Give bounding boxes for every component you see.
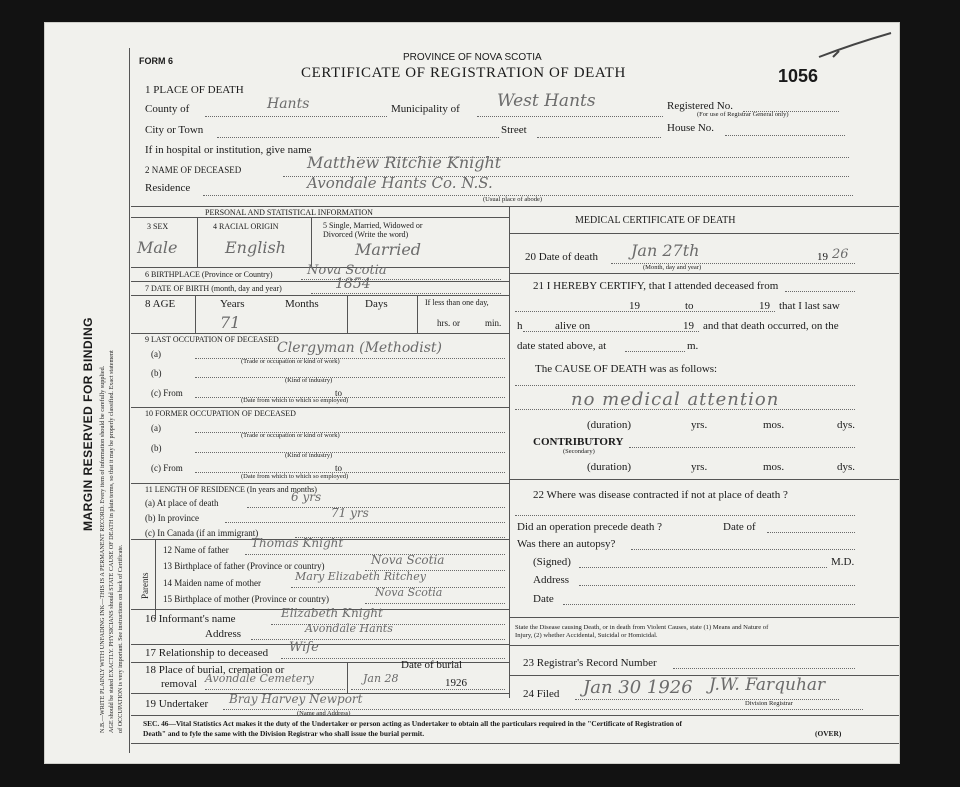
relationship-label: 17 Relationship to deceased: [145, 647, 269, 659]
filed-value: Jan 30 1926: [583, 677, 693, 698]
age-value: 71: [220, 313, 241, 332]
former-occupation-heading: 10 FORMER OCCUPATION OF DECEASED: [145, 409, 296, 418]
operation-label: Did an operation precede death ?: [517, 521, 663, 533]
residence-note: (Usual place of abode): [483, 196, 543, 203]
last-occ-employed-note: (Date from which to which so employed): [241, 397, 349, 404]
undertaker-note: (Name and Address): [297, 710, 351, 717]
mother-name-value: Mary Elizabeth Ritchey: [295, 570, 426, 583]
burial-date-label: Date of burial: [401, 659, 463, 671]
cause-value: no medical attention: [571, 389, 780, 410]
burial-label-1: 18 Place of burial, cremation or: [145, 664, 285, 676]
certify-label: 21 I HEREBY CERTIFY, that I attended deceased from: [533, 280, 779, 292]
sex-label: 3 SEX: [147, 222, 169, 231]
last-occ-to-label: to: [335, 388, 343, 398]
min-label: min.: [485, 318, 502, 328]
residence-value: Avondale Hants Co. N.S.: [307, 174, 493, 192]
death-date-label: 20 Date of death: [525, 251, 598, 263]
hrs-label: hrs. or: [437, 318, 460, 328]
certify-l3-19: 19: [683, 320, 694, 332]
certify-l3-alive: alive on: [555, 320, 591, 332]
years-label: Years: [220, 298, 245, 310]
last-occ-trade-note: (Trade or occupation or kind of work): [241, 358, 340, 365]
undertaker-value: Bray Harvey Newport: [229, 692, 363, 706]
age-label: 8 AGE: [145, 298, 176, 310]
footer-text-2: Death" and to fyle the same with the Division Registrar who shall issue the burial permit.: [143, 729, 425, 738]
death-year-value: 26: [832, 247, 849, 262]
last-occupation-heading: 9 LAST OCCUPATION OF DECEASED: [145, 335, 279, 344]
certify-l4: date stated above, at: [517, 340, 607, 352]
former-occ-to-label: to: [335, 463, 343, 473]
cause-label: The CAUSE OF DEATH was as follows:: [535, 363, 718, 375]
former-occ-a-label: (a): [151, 423, 161, 433]
undertaker-label: 19 Undertaker: [145, 698, 209, 710]
division-registrar-note: Division Registrar: [745, 700, 793, 707]
in-canada-label: (c) In Canada (if an immigrant): [145, 528, 259, 538]
certify-l2-to: to: [685, 300, 694, 312]
contributory-label: CONTRIBUTORY: [533, 436, 624, 448]
md-label: M.D.: [831, 556, 855, 568]
burial-year: 1926: [445, 677, 467, 689]
mother-birthplace-label: 15 Birthplace of mother (Province or country): [163, 594, 329, 604]
duration-mos-1: mos.: [763, 419, 785, 431]
certificate-paper: [44, 22, 900, 764]
former-occ-industry-note: (Kind of industry): [285, 452, 333, 459]
operation-date-label: Date of: [723, 521, 756, 533]
informant-name-label: 16 Informant's name: [145, 613, 236, 625]
days-label: Days: [365, 298, 388, 310]
mother-name-label: 14 Maiden name of mother: [163, 578, 261, 588]
informant-name-value: Elizabeth Knight: [281, 606, 383, 620]
deceased-name-label: 2 NAME OF DECEASED: [145, 165, 242, 175]
medical-date-label: Date: [533, 593, 554, 605]
form-number: FORM 6: [139, 56, 174, 66]
duration-label-1: (duration): [587, 419, 631, 431]
municipality-label: Municipality of: [391, 103, 460, 115]
filed-label: 24 Filed: [523, 688, 560, 700]
dob-label: 7 DATE OF BIRTH (month, day and year): [145, 284, 282, 293]
length-residence-heading: 11 LENGTH OF RESIDENCE (In years and months): [145, 485, 317, 494]
at-place-label: (a) At place of death: [145, 498, 219, 508]
in-province-label: (b) In province: [145, 513, 199, 523]
marital-value: Married: [355, 240, 422, 259]
place-of-death-heading: 1 PLACE OF DEATH: [145, 84, 244, 96]
last-occ-a-label: (a): [151, 349, 161, 359]
certify-l3-h: h: [517, 320, 523, 332]
racial-origin-label: 4 RACIAL ORIGIN: [213, 222, 279, 231]
racial-origin-value: English: [225, 238, 286, 257]
q22-label: 22 Where was disease contracted if not at place of death ?: [533, 489, 788, 501]
residence-label: Residence: [145, 182, 191, 194]
secondary-note: (Secondary): [563, 448, 595, 455]
medical-address-label: Address: [533, 574, 570, 586]
registered-no-label: Registered No.: [667, 100, 733, 112]
relationship-value: Wife: [289, 640, 319, 655]
state-note-2: Injury, (2) whether Accidental, Suicidal or Homicidal.: [515, 632, 658, 639]
registrar-signature: J.W. Farquhar: [709, 675, 826, 695]
burial-label-2: removal: [161, 678, 198, 690]
municipality-value: West Hants: [497, 91, 596, 111]
province-heading: PROVINCE OF NOVA SCOTIA: [403, 52, 542, 63]
birthplace-label: 6 BIRTHPLACE (Province or Country): [145, 270, 273, 279]
house-no-label: House No.: [667, 122, 715, 134]
duration-dys-1: dys.: [837, 419, 856, 431]
autopsy-label: Was there an autopsy?: [517, 538, 616, 550]
father-name-value: Thomas Knight: [251, 536, 344, 550]
father-name-label: 12 Name of father: [163, 545, 229, 555]
check-mark: [815, 29, 895, 63]
registration-number: 1056: [778, 66, 819, 86]
duration-dys-2: dys.: [837, 461, 856, 473]
city-label: City or Town: [145, 124, 204, 136]
death-date-note: (Month, day and year): [643, 264, 702, 271]
father-birthplace-label: 13 Birthplace of father (Province or country): [163, 561, 325, 571]
informant-address-label: Address: [205, 628, 242, 640]
footer-text-1: SEC. 46—Vital Statistics Act makes it the duty of the Undertaker or person acting as Undertaker to obtain all the particulars required in the "Certificate of Registration of: [143, 719, 682, 728]
margin-note-2: AGE should be stated EXACTLY. PHYSICIANS should STATE CAUSE OF DEATH in plain terms, so that it may be properly classified. Exact statement: [108, 350, 115, 733]
marital-label-2: Divorced (Write the word): [323, 230, 409, 239]
months-label: Months: [285, 298, 319, 310]
medical-heading: MEDICAL CERTIFICATE OF DEATH: [575, 215, 736, 226]
less-than-day-label: If less than one day,: [425, 298, 489, 307]
former-occ-from-label: (c) From: [151, 463, 183, 473]
margin-title: MARGIN RESERVED FOR BINDING: [81, 317, 95, 531]
margin-note-3: of OCCUPATION is very important. See instructions on back of Certificate.: [117, 544, 124, 733]
mother-birthplace-value: Nova Scotia: [375, 586, 443, 599]
duration-label-2: (duration): [587, 461, 631, 473]
birthplace-value: Nova Scotia: [307, 263, 387, 278]
county-value: Hants: [267, 96, 310, 112]
registrar-general-note: (For use of Registrar General only): [697, 111, 789, 118]
last-occ-industry-note: (Kind of industry): [285, 377, 333, 384]
page-title: CERTIFICATE OF REGISTRATION OF DEATH: [301, 65, 626, 81]
hospital-label: If in hospital or institution, give name: [145, 144, 312, 156]
last-occ-from-label: (c) From: [151, 388, 183, 398]
certify-l3-occurred: and that death occurred, on the: [703, 320, 839, 332]
deceased-name-value: Matthew Ritchie Knight: [307, 153, 502, 172]
duration-yrs-2: yrs.: [691, 461, 708, 473]
former-occ-b-label: (b): [151, 443, 162, 453]
certify-l2-19b: 19: [759, 300, 770, 312]
certify-l2-19a: 19: [629, 300, 640, 312]
burial-date-value: Jan 28: [363, 672, 399, 685]
certify-l2-lastsaw: that I last saw: [779, 300, 840, 312]
death-date-value: Jan 27th: [631, 241, 700, 260]
street-label: Street: [501, 124, 527, 136]
personal-heading: PERSONAL AND STATISTICAL INFORMATION: [205, 208, 373, 217]
former-occ-employed-note: (Date from which to which so employed): [241, 473, 349, 480]
burial-place-value: Avondale Cemetery: [205, 672, 314, 685]
parents-label: Parents: [140, 572, 150, 599]
in-province-value: 71 yrs: [331, 506, 369, 520]
last-occupation-value: Clergyman (Methodist): [277, 340, 442, 356]
county-label: County of: [145, 103, 190, 115]
signed-label: (Signed): [533, 556, 571, 568]
marital-label-1: 5 Single, Married, Widowed or: [323, 221, 423, 230]
informant-address-value: Avondale Hants: [305, 622, 393, 635]
sex-value: Male: [137, 238, 178, 257]
last-occ-b-label: (b): [151, 368, 162, 378]
at-place-value: 6 yrs: [291, 490, 322, 504]
dob-value: 1854: [335, 276, 371, 292]
footer-over: (OVER): [815, 729, 842, 738]
margin-note-1: N.B.—WRITE PLAINLY WITH UNFADING INK—THIS IS A PERMANENT RECORD. Every item of information should be carefully supplied.: [99, 365, 106, 733]
duration-yrs-1: yrs.: [691, 419, 708, 431]
record-number-label: 23 Registrar's Record Number: [523, 657, 657, 669]
duration-mos-2: mos.: [763, 461, 785, 473]
death-year-printed: 19: [817, 251, 828, 263]
father-birthplace-value: Nova Scotia: [371, 553, 445, 567]
former-occ-trade-note: (Trade or occupation or kind of work): [241, 432, 340, 439]
state-note-1: State the Disease causing Death, or in death from Violent Causes, state (1) Means and Nature of: [515, 624, 769, 631]
certify-l4-m: m.: [687, 340, 699, 352]
